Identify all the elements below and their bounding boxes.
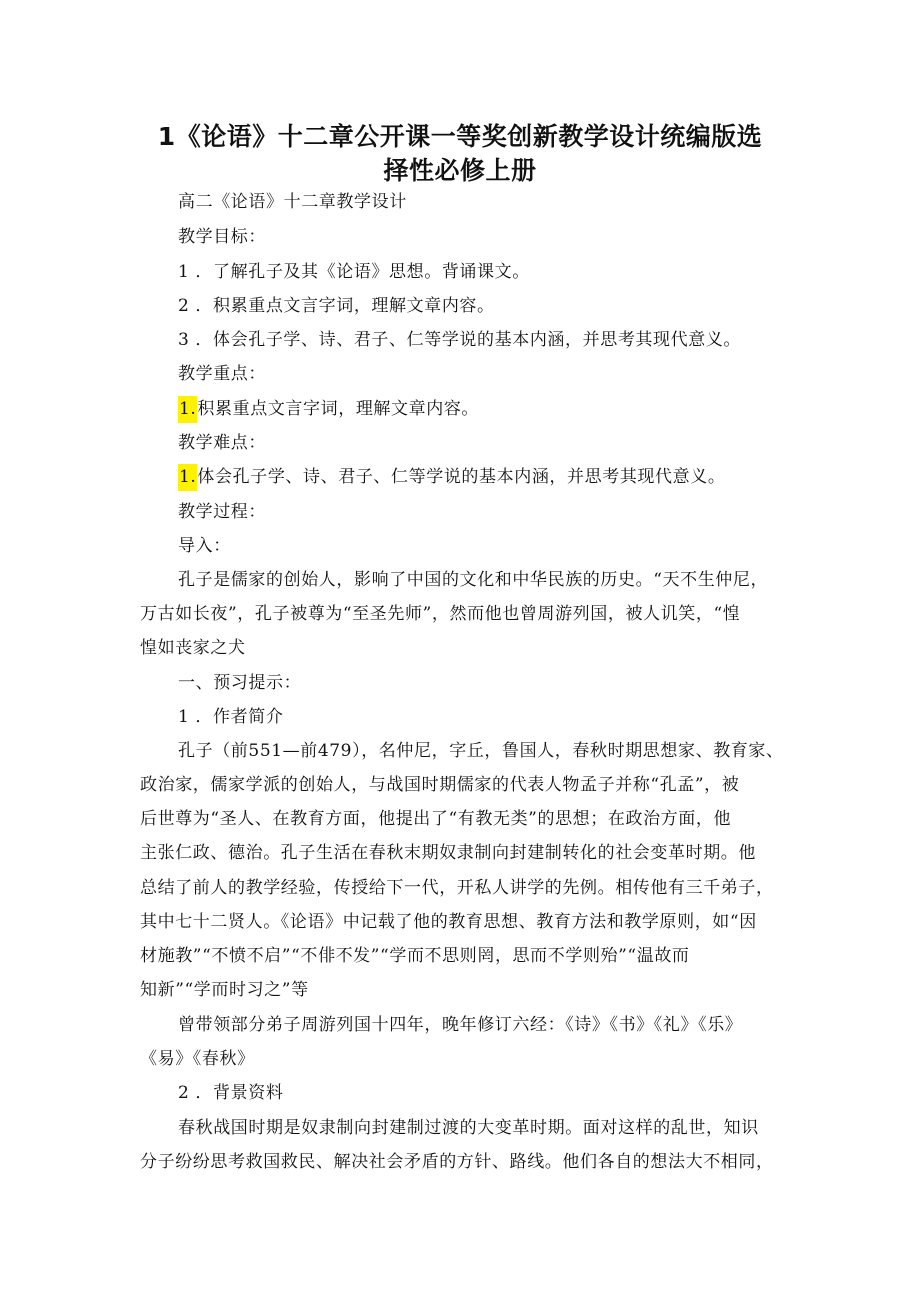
author-paragraph-line: 主张仁政、德治。孔子生活在春秋末期奴隶制向封建制转化的社会变革时期。他 — [140, 843, 756, 863]
highlighted-number: 1. — [178, 464, 197, 491]
author-paragraph-line: 其中七十二贤人。《论语》中记载了他的教育思想、教育方法和教学原则，如“因 — [140, 912, 757, 932]
background-paragraph-line: 春秋战国时期是奴隶制向封建制过渡的大变革时期。面对这样的乱世，知识 — [178, 1118, 759, 1138]
intro-paragraph-line: 孔子是儒家的创始人，影响了中国的文化和中华民族的历史。“天不生仲尼， — [178, 570, 769, 590]
travel-paragraph-line: 《易》《春秋》 — [140, 1049, 255, 1069]
author-intro-heading: 1 ．作者简介 — [178, 707, 284, 727]
objective-item-1: 1 ．了解孔子及其《论语》思想。背诵课文。 — [178, 262, 530, 282]
objective-item-3: 3 ．体会孔子学、诗、君子、仁等学说的基本内涵，并思考其现代意义。 — [178, 330, 742, 350]
document-title-line-1: 1《论语》十二章公开课一等奖创新教学设计统编版选 — [157, 122, 763, 151]
author-paragraph-line: 政治家，儒家学派的创始人，与战国时期儒家的代表人物孟子并称“孔孟”，被 — [140, 775, 740, 795]
travel-paragraph-line: 曾带领部分弟子周游列国十四年，晚年修订六经：《诗》《书》《礼》《乐》 — [178, 1015, 743, 1035]
subtitle: 高二《论语》十二章教学设计 — [178, 192, 407, 212]
intro-heading: 导入： — [178, 536, 231, 556]
difficulty-item-1 — [178, 466, 725, 488]
objective-item-2: 2 ．积累重点文言字词，理解文章内容。 — [178, 296, 495, 316]
process-heading: 教学过程： — [178, 502, 266, 522]
author-paragraph-line: 材施教”“不愤不启”“不俳不发”“学而不思则罔，思而不学则殆”“温故而 — [140, 946, 690, 966]
section-1-heading: 一、预习提示： — [178, 673, 302, 693]
keypoints-heading: 教学重点： — [178, 364, 266, 384]
highlighted-number: 1. — [178, 396, 197, 423]
difficulty-text: 体会孔子学、诗、君子、仁等学说的基本内涵，并思考其现代意义。 — [197, 467, 726, 487]
objectives-heading: 教学目标： — [178, 227, 266, 247]
keypoint-item-1 — [178, 398, 479, 420]
author-paragraph-line: 知新”“学而时习之”等 — [140, 980, 309, 1000]
intro-paragraph-line: 惶如丧家之犬 — [140, 638, 246, 658]
background-heading: 2 ．背景资料 — [178, 1083, 284, 1103]
document-title-line-2: 择性必修上册 — [383, 156, 537, 185]
difficulty-heading: 教学难点： — [178, 433, 266, 453]
author-paragraph-line: 总结了前人的教学经验，传授给下一代，开私人讲学的先例。相传他有三千弟子， — [140, 878, 774, 898]
keypoint-text: 积累重点文言字词，理解文章内容。 — [197, 399, 480, 419]
background-paragraph-line: 分子纷纷思考救国救民、解决社会矛盾的方针、路线。他们各自的想法大不相同， — [140, 1152, 774, 1172]
author-paragraph-line: 后世尊为“圣人、在教育方面，他提出了“有教无类”的思想；在政治方面，他 — [140, 809, 732, 829]
author-paragraph-line: 孔子（前551—前479），名仲尼，字丘，鲁国人，春秋时期思想家、教育家、 — [178, 741, 784, 761]
intro-paragraph-line: 万古如长夜”，孔子被尊为“至圣先师”，然而他也曾周游列国，被人讥笑，“惶 — [140, 604, 741, 624]
